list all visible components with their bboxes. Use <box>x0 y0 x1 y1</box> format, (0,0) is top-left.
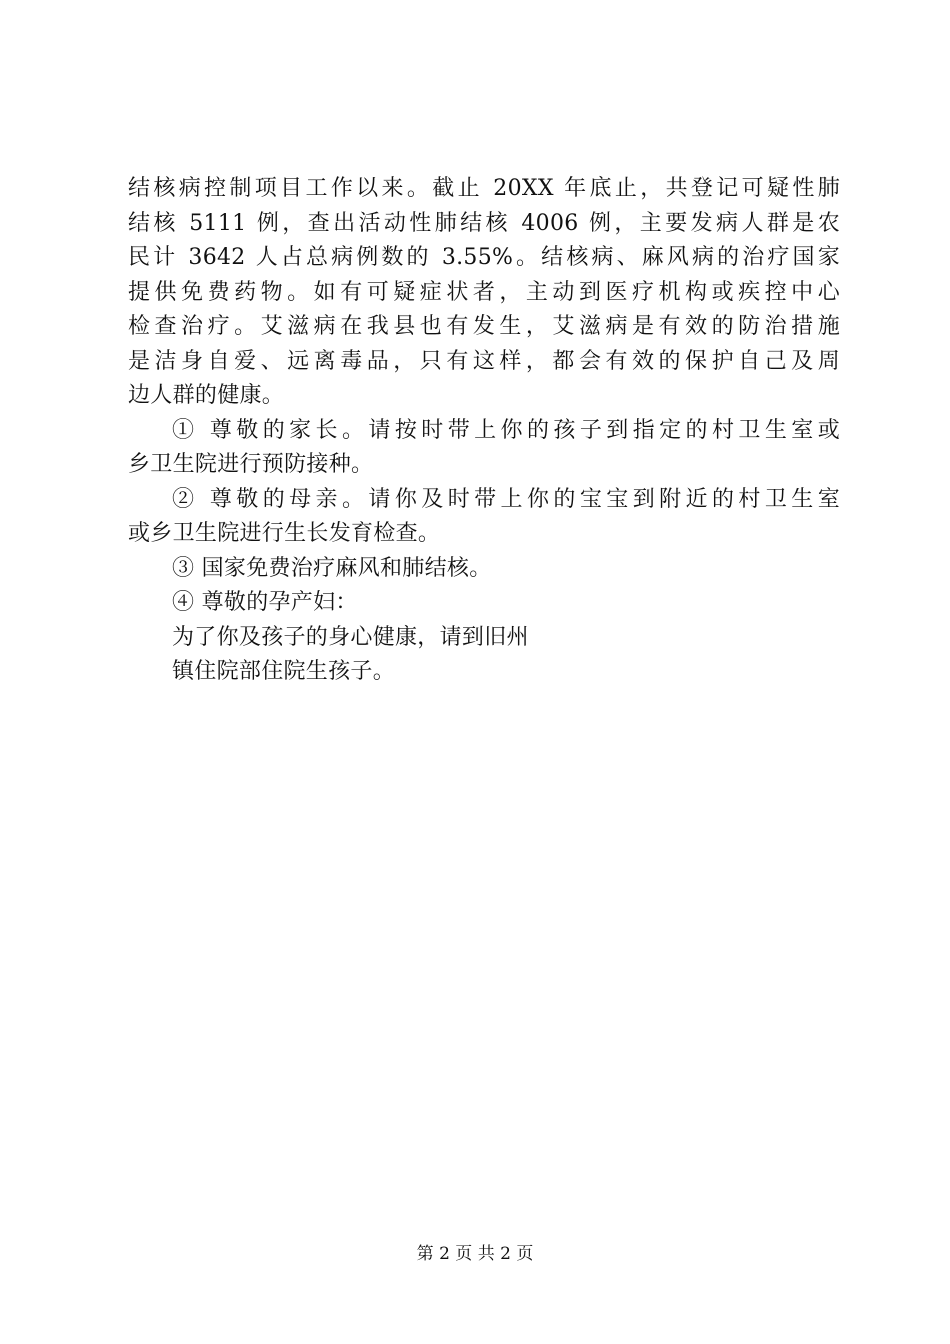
list-item-3: ③ 国家免费治疗麻风和肺结核。 <box>172 555 492 581</box>
list-item-4: ④ 尊敬的孕产妇： <box>172 590 358 615</box>
text-line: 检查治疗。艾滋病在我县也有发生，艾滋病是有效的防治措施 <box>128 314 840 339</box>
text-line: 提供免费药物。如有可疑症状者，主动到医疗机构或疾控中心 <box>128 279 840 305</box>
body-text <box>128 172 840 690</box>
list-item-1: ① 尊敬的家长。请按时带上你的孩子到指定的村卫生室或 <box>172 417 840 443</box>
text-line: 是洁身自爱、远离毒品，只有这样，都会有效的保护自己及周 <box>128 348 840 374</box>
text-line: 或乡卫生院进行生长发育检查。 <box>128 521 441 546</box>
text-line: 边人群的健康。 <box>128 383 285 408</box>
text-line: 结核 5111 例，查出活动性肺结核 4006 例，主要发病人群是农 <box>128 210 840 236</box>
text-line: 镇住院部住院生孩子。 <box>172 659 396 684</box>
text-line: 乡卫生院进行预防接种。 <box>128 452 374 477</box>
list-item-2: ② 尊敬的母亲。请你及时带上你的宝宝到附近的村卫生室 <box>172 486 840 512</box>
text-line: 为了你及孩子的身心健康，请到旧州 <box>172 624 529 650</box>
page-footer: 第 2 页 共 2 页 <box>416 1244 534 1264</box>
text-line: 民计 3642 人占总病例数的 3.55%。结核病、麻风病的治疗国家 <box>128 245 840 270</box>
text-line: 结核病控制项目工作以来。截止 20XX 年底止，共登记可疑性肺 <box>128 176 840 201</box>
